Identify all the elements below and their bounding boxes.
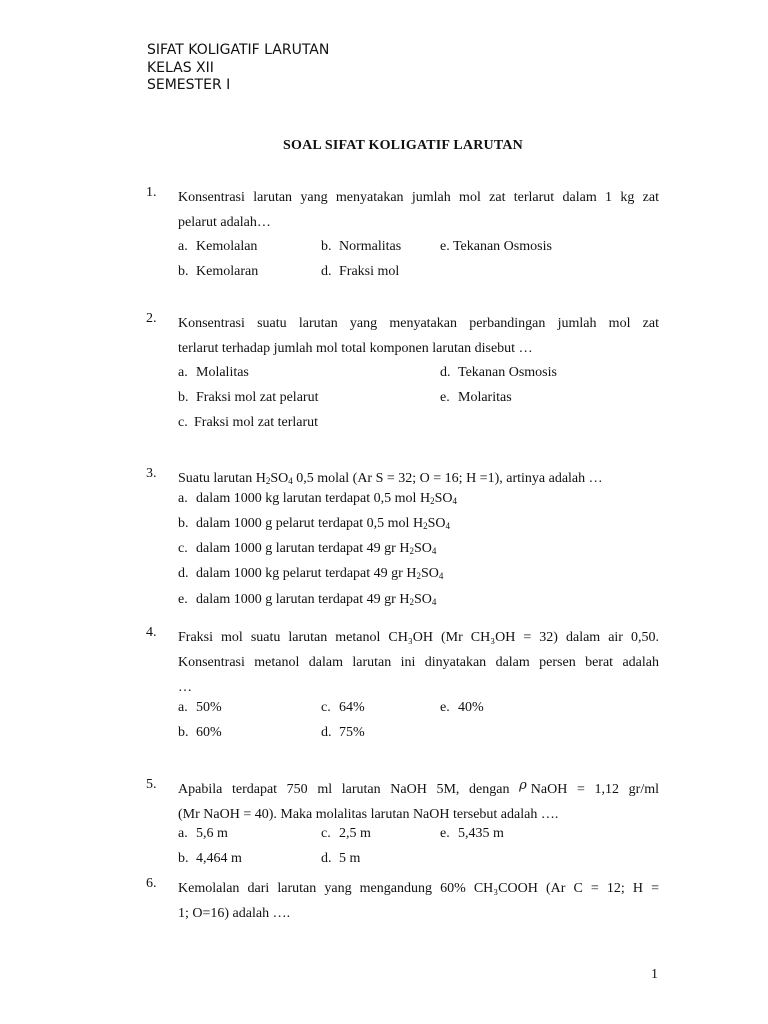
question-text: Fraksi mol suatu larutan metanol CH₃OH (Mr CH₃OH = 32) dalam air 0,50. Konsentrasi metanol dalam larutan ini dinyatakan dalam persen berat adalah …	[178, 630, 659, 695]
option-e: e. dalam 1000 g larutan terdapat 49 gr $H_2SO_4$	[178, 592, 437, 607]
option-d: d. Fraksi mol	[321, 264, 400, 279]
option-d: d. 75%	[321, 725, 365, 740]
question-text: Suatu larutan $H_2SO_4$ 0,5 molal (Ar S = 32; O = 16; H =1), artinya adalah …	[178, 471, 603, 486]
option-b: b. Normalitas	[321, 239, 402, 254]
option-a: a. 5,6 m	[178, 826, 228, 841]
question-number: 1.	[146, 185, 157, 200]
option-a: a. 50%	[178, 700, 222, 715]
option-e: e. 5,435 m	[440, 826, 504, 841]
question-number: 3.	[146, 466, 157, 481]
option-b: b. Kemolaran	[178, 264, 259, 279]
option-e: e. Tekanan Osmosis	[440, 239, 552, 254]
option-b: b. dalam 1000 g pelarut terdapat 0,5 mol $H_2SO_4$	[178, 516, 450, 531]
option-a: a. Molalitas	[178, 365, 249, 380]
option-d: d. Tekanan Osmosis	[440, 365, 557, 380]
question-text: Konsentrasi larutan yang menyatakan jumlah mol zat terlarut dalam 1 kg zat pelarut adalah…	[178, 190, 659, 230]
header-class: KELAS XII	[147, 59, 214, 76]
question-text: Apabila terdapat 750 ml larutan NaOH 5M, dengan ρ NaOH = 1,12 gr/ml (Mr NaOH = 40). Maka molalitas larutan NaOH tersebut adalah ….	[178, 778, 659, 822]
option-a: a. Kemolalan	[178, 239, 258, 254]
option-b: b. Fraksi mol zat pelarut	[178, 390, 319, 405]
question-text: Konsentrasi suatu larutan yang menyatakan perbandingan jumlah mol zat terlarut terhadap jumlah mol total komponen larutan disebut …	[178, 316, 659, 356]
option-c: c. Fraksi mol zat terlarut	[178, 415, 319, 430]
question-number: 2.	[146, 311, 157, 326]
page-number: 1	[651, 967, 658, 982]
question-number: 5.	[146, 777, 157, 792]
option-d: d. 5 m	[321, 851, 361, 866]
option-c: c. 2,5 m	[321, 826, 371, 841]
question-text: Kemolalan dari larutan yang mengandung 60% CH₃COOH (Ar C = 12; H = 1; O=16) adalah ….	[178, 881, 659, 921]
option-b: b. 4,464 m	[178, 851, 242, 866]
option-a: a. dalam 1000 kg larutan terdapat 0,5 mol $H_2SO_4$	[178, 491, 457, 506]
rho-symbol: ρ	[519, 778, 527, 793]
option-c: c. 64%	[321, 700, 365, 715]
option-c: c. dalam 1000 g larutan terdapat 49 gr $H_2SO_4$	[178, 541, 437, 556]
option-d: d. dalam 1000 kg pelarut terdapat 49 gr $H_2SO_4$	[178, 566, 444, 581]
question-number: 6.	[146, 876, 157, 891]
option-e: e. Molaritas	[440, 390, 512, 405]
page-title: SOAL SIFAT KOLIGATIF LARUTAN	[283, 138, 523, 153]
header-subject: SIFAT KOLIGATIF LARUTAN	[147, 42, 330, 58]
document-header	[147, 42, 329, 95]
question-number: 4.	[146, 625, 157, 640]
header-semester: SEMESTER I	[147, 77, 231, 93]
option-b: b. 60%	[178, 725, 222, 740]
option-e: e. 40%	[440, 700, 484, 715]
